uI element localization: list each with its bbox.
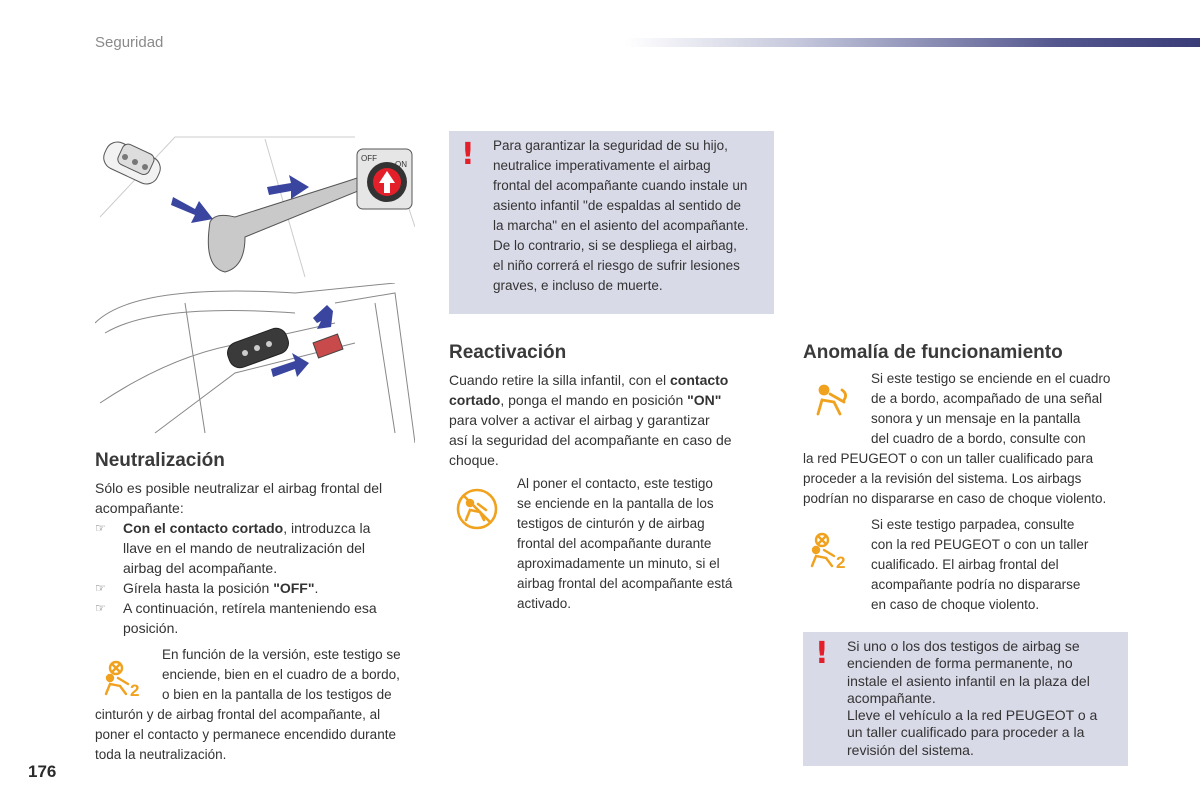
- testigo-text-line: poner el contacto y permanece encendido durante: [95, 727, 396, 742]
- warning-icon: !: [461, 137, 475, 172]
- anomalia-title: Anomalía de funcionamiento: [803, 342, 1063, 363]
- testigo-text-line: En función de la versión, este testigo se: [162, 647, 401, 662]
- switch-on-label: ON: [395, 160, 407, 169]
- anomalia-text-line: sonora y un mensaje en la pantalla: [871, 411, 1081, 426]
- key-fob-icon: [224, 325, 291, 371]
- reactivacion-testigo-text: Al poner el contacto, este testigo se enciende en la pantalla de los testigos de cinturón y de airbag frontal del acompañante durante aproximadamente un minuto, si el airbag frontal del acompañante está activado.: [517, 476, 733, 611]
- airbag-fault-icon: [812, 380, 856, 420]
- passenger-airbag-off-icon: [100, 656, 148, 700]
- anomalia-text-line: proceder a la revisión del sistema. Los airbags: [803, 471, 1082, 486]
- warning-box-top: [449, 131, 774, 314]
- list-item: ☞ Gírela hasta la posición "OFF".: [95, 580, 319, 596]
- testigo-text-line: toda la neutralización.: [95, 747, 227, 762]
- glovebox-illustration: [95, 283, 415, 443]
- anomalia-text-line: Si este testigo se enciende en el cuadro: [871, 371, 1111, 386]
- warning-text: Para garantizar la seguridad de su hijo, neutralice imperativamente el airbag frontal del acompañante cuando instale un asiento infantil "de espaldas al sentido de la marcha" en el asiento del acompañante. De lo contrario, si se despliega el airbag, el niño correrá el riesgo de sufrir lesiones graves, e incluso de muerte.: [493, 138, 749, 293]
- anomalia-text-line: del cuadro de a bordo, consulte con: [871, 431, 1086, 446]
- pointing-hand-icon: ☞: [95, 581, 106, 595]
- airbag-switch-icon: [357, 149, 412, 209]
- passenger-airbag-off-icon: [806, 528, 854, 572]
- reactivacion-paragraph: Cuando retire la silla infantil, con el contacto cortado, ponga el mando en posición "ON" para volver a activar el airbag y garantizar así la seguridad del acompañante en caso de choque.: [449, 372, 732, 468]
- list-item: ☞ A continuación, retírela manteniendo esa posición.: [95, 600, 377, 636]
- anomalia-text-line: la red PEUGEOT o con un taller cualificado para: [803, 451, 1094, 466]
- passenger-airbag-off-icon: [454, 486, 500, 532]
- pointing-hand-icon: ☞: [95, 521, 106, 535]
- svg-text:2: 2: [836, 553, 846, 572]
- key-fob-icon: [100, 138, 164, 188]
- anomalia-text-line: podrían no dispararse en caso de choque violento.: [803, 491, 1107, 506]
- neutralizacion-title: Neutralización: [95, 450, 225, 471]
- page-number: 176: [28, 762, 57, 781]
- warning-box-bottom: [803, 632, 1128, 766]
- warning-text: Si uno o los dos testigos de airbag se encienden de forma permanente, no instale el asiento infantil en la plaza del acompañante. Lleve el vehículo a la red PEUGEOT o a un taller cualificado para proceder a la revisión del sistema.: [847, 638, 1098, 758]
- neutralizacion-intro: Sólo es posible neutralizar el airbag frontal del acompañante:: [95, 480, 383, 516]
- pointing-hand-icon: ☞: [95, 601, 106, 615]
- warning-icon: !: [815, 636, 829, 671]
- switch-off-label: OFF: [361, 154, 377, 163]
- key-switch-illustration: [95, 127, 415, 285]
- anomalia-blink-text: Si este testigo parpadea, consulte con la red PEUGEOT o con un taller cualificado. El airbag frontal del acompañante podría no dispararse en caso de choque violento.: [871, 517, 1089, 612]
- testigo-text-line: o bien en la pantalla de los testigos de: [162, 687, 392, 702]
- anomalia-text-line: de a bordo, acompañado de una señal: [871, 391, 1103, 406]
- header-gradient-bar: [625, 38, 1200, 47]
- svg-text:2: 2: [130, 681, 140, 700]
- section-title: Seguridad: [95, 34, 164, 51]
- list-item: ☞ Con el contacto cortado, introduzca la llave en el mando de neutralización del airbag del acompañante.: [95, 520, 371, 576]
- testigo-text-line: enciende, bien en el cuadro de a bordo,: [162, 667, 400, 682]
- reactivacion-title: Reactivación: [449, 342, 567, 363]
- testigo-text-line: cinturón y de airbag frontal del acompañante, al: [95, 707, 381, 722]
